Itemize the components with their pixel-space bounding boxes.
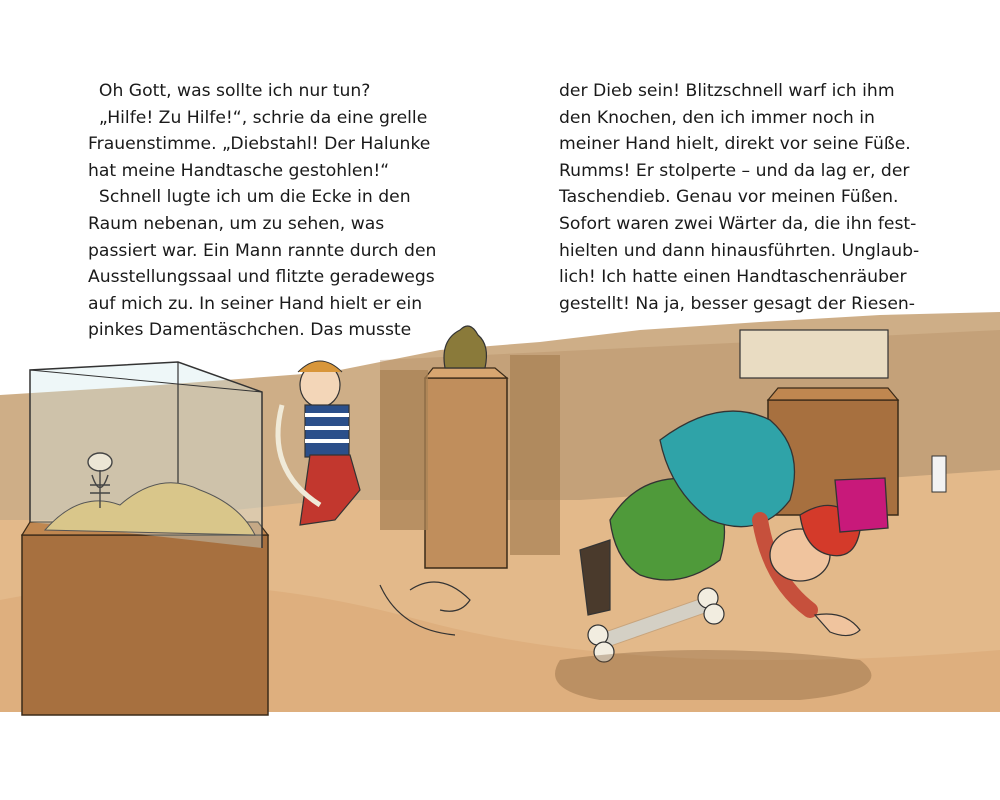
text-line: lich! Ich hatte einen Handtaschenräuber	[559, 267, 907, 288]
text-line: der Dieb sein! Blitzschnell warf ich ihm	[559, 81, 895, 101]
text-line: den Knochen, den ich immer noch in	[559, 107, 875, 128]
text-line: Frauenstimme. „Diebstahl! Der Halunke	[88, 134, 431, 155]
power-outlet	[932, 456, 946, 492]
case-pedestal	[22, 535, 268, 715]
museum-illustration	[0, 300, 1000, 720]
wall-panel	[510, 355, 560, 555]
text-line: Rumms! Er stolperte – und da lag er, der	[559, 160, 910, 181]
pink-handbag	[835, 478, 888, 532]
text-line: „Hilfe! Zu Hilfe!“, schrie da eine grelle	[88, 107, 428, 128]
wall-panel	[380, 370, 428, 530]
statue	[444, 326, 486, 368]
text-line: Schnell lugte ich um die Ecke in den	[88, 187, 411, 208]
text-line: meiner Hand hielt, direkt vor seine Füße.	[559, 134, 911, 155]
text-line: Taschendieb. Genau vor meinen Füßen.	[559, 187, 899, 208]
display-case	[22, 362, 268, 715]
text-line: pinkes Damentäschchen. Das musste	[88, 320, 412, 341]
text-line: Raum nebenan, um zu sehen, was	[88, 213, 385, 234]
text-line: auf mich zu. In seiner Hand hielt er ein	[88, 293, 423, 314]
text-line: Ausstellungssaal und flitzte geradewegs	[88, 267, 435, 288]
text-line: passiert war. Ein Mann rannte durch den	[88, 240, 437, 261]
text-line: gestellt! Na ja, besser gesagt der Riesen-	[559, 293, 915, 314]
text-column-right	[559, 78, 920, 317]
text-line: Oh Gott, was sollte ich nur tun?	[88, 81, 371, 101]
text-line: Sofort waren zwei Wärter da, die ihn fest-	[559, 213, 917, 234]
shadow	[555, 650, 871, 700]
text-line: hat meine Handtasche gestohlen!“	[88, 160, 390, 181]
text-line: hielten und dann hinausführten. Unglaub-	[559, 240, 920, 261]
